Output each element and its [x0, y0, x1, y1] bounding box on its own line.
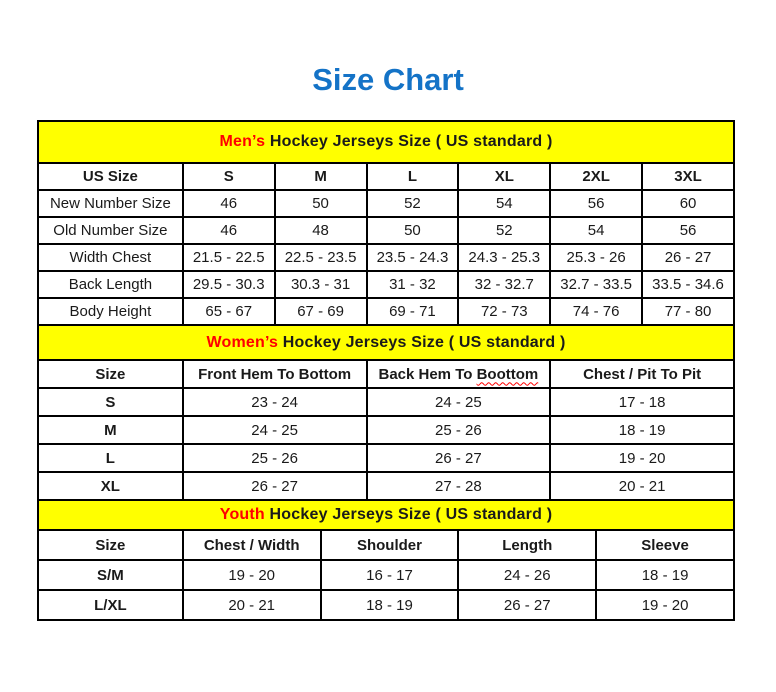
table-cell: 50: [275, 190, 367, 217]
row-label: M: [38, 416, 183, 444]
table-cell: 19 - 20: [550, 444, 734, 472]
table-cell: 18 - 19: [596, 560, 734, 590]
table-row: [38, 416, 734, 444]
table-cell: 27 - 28: [367, 472, 551, 500]
table-row: [38, 190, 734, 217]
row-label: S: [38, 388, 183, 416]
youth-title-rest: Hockey Jerseys Size ( US standard ): [264, 506, 553, 523]
row-label: S/M: [38, 560, 183, 590]
table-cell: 60: [642, 190, 734, 217]
mens-col-m: M: [275, 163, 367, 190]
table-cell: 26 - 27: [458, 590, 596, 620]
table-cell: 19 - 20: [596, 590, 734, 620]
table-cell: 30.3 - 31: [275, 271, 367, 298]
womens-col-back-hem: [367, 360, 551, 388]
mens-title-rest: Hockey Jerseys Size ( US standard ): [265, 133, 553, 150]
table-cell: 29.5 - 30.3: [183, 271, 275, 298]
page-title: Size Chart: [312, 62, 464, 97]
youth-title-accent: Youth: [219, 506, 265, 523]
table-cell: 32.7 - 33.5: [550, 271, 642, 298]
table-cell: 65 - 67: [183, 298, 275, 325]
table-cell: 18 - 19: [321, 590, 459, 620]
row-label: Width Chest: [38, 244, 183, 271]
youth-col-size: Size: [38, 530, 183, 560]
table-cell: 19 - 20: [183, 560, 321, 590]
table-cell: 25 - 26: [367, 416, 551, 444]
table-cell: 25.3 - 26: [550, 244, 642, 271]
womens-title-rest: Hockey Jerseys Size ( US standard ): [278, 333, 566, 351]
table-cell: 52: [367, 190, 459, 217]
mens-col-xl: XL: [458, 163, 550, 190]
womens-col-size: Size: [38, 360, 183, 388]
womens-col-chest: Chest / Pit To Pit: [550, 360, 734, 388]
youth-col-length: Length: [458, 530, 596, 560]
mens-header-row: [38, 163, 734, 190]
table-cell: 24 - 25: [183, 416, 367, 444]
table-row: [38, 444, 734, 472]
mens-title-accent: Men’s: [219, 133, 266, 150]
table-row: [38, 388, 734, 416]
table-cell: 32 - 32.7: [458, 271, 550, 298]
table-cell: 18 - 19: [550, 416, 734, 444]
size-tables-container: [37, 120, 735, 621]
table-cell: 26 - 27: [367, 444, 551, 472]
row-label: XL: [38, 472, 183, 500]
table-cell: 23 - 24: [183, 388, 367, 416]
mens-col-3xl: 3XL: [642, 163, 734, 190]
table-row: [38, 472, 734, 500]
table-cell: 33.5 - 34.6: [642, 271, 734, 298]
youth-col-chest-width: Chest / Width: [183, 530, 321, 560]
table-cell: 77 - 80: [642, 298, 734, 325]
back-hem-misspelled-word: Boottom: [476, 365, 539, 383]
mens-section-title: [38, 121, 734, 163]
table-cell: 54: [550, 217, 642, 244]
youth-size-table: [37, 499, 735, 621]
table-cell: 69 - 71: [367, 298, 459, 325]
table-cell: 46: [183, 190, 275, 217]
table-row: [38, 560, 734, 590]
table-cell: 56: [642, 217, 734, 244]
row-label: Old Number Size: [38, 217, 183, 244]
womens-section-band: [38, 325, 734, 360]
table-cell: 48: [275, 217, 367, 244]
mens-col-s: S: [183, 163, 275, 190]
table-cell: 54: [458, 190, 550, 217]
youth-col-shoulder: Shoulder: [321, 530, 459, 560]
mens-section-band: [38, 121, 734, 163]
table-row: [38, 217, 734, 244]
youth-section-title: [38, 500, 734, 530]
row-label: Back Length: [38, 271, 183, 298]
youth-header-row: [38, 530, 734, 560]
womens-section-title: [38, 325, 734, 360]
table-cell: 20 - 21: [550, 472, 734, 500]
table-cell: 74 - 76: [550, 298, 642, 325]
womens-header-row: [38, 360, 734, 388]
table-row: [38, 590, 734, 620]
table-cell: 25 - 26: [183, 444, 367, 472]
table-cell: 31 - 32: [367, 271, 459, 298]
table-row: [38, 298, 734, 325]
table-cell: 72 - 73: [458, 298, 550, 325]
womens-size-table: [37, 324, 735, 501]
table-cell: 26 - 27: [183, 472, 367, 500]
youth-col-sleeve: Sleeve: [596, 530, 734, 560]
youth-section-band: [38, 500, 734, 530]
row-label: L: [38, 444, 183, 472]
table-cell: 20 - 21: [183, 590, 321, 620]
table-row: [38, 244, 734, 271]
table-cell: 46: [183, 217, 275, 244]
row-label: New Number Size: [38, 190, 183, 217]
table-cell: 52: [458, 217, 550, 244]
table-cell: 24 - 26: [458, 560, 596, 590]
mens-col-us-size: US Size: [38, 163, 183, 190]
back-hem-text: Back Hem To: [378, 365, 477, 383]
mens-size-table: [37, 120, 735, 326]
womens-col-front-hem: Front Hem To Bottom: [183, 360, 367, 388]
table-cell: 56: [550, 190, 642, 217]
table-cell: 26 - 27: [642, 244, 734, 271]
row-label: L/XL: [38, 590, 183, 620]
table-cell: 23.5 - 24.3: [367, 244, 459, 271]
womens-title-accent: Women’s: [206, 333, 279, 351]
table-cell: 21.5 - 22.5: [183, 244, 275, 271]
mens-col-2xl: 2XL: [550, 163, 642, 190]
table-cell: 16 - 17: [321, 560, 459, 590]
table-cell: 24 - 25: [367, 388, 551, 416]
table-row: [38, 271, 734, 298]
table-cell: 24.3 - 25.3: [458, 244, 550, 271]
table-cell: 50: [367, 217, 459, 244]
table-cell: 22.5 - 23.5: [275, 244, 367, 271]
table-cell: 17 - 18: [550, 388, 734, 416]
mens-col-l: L: [367, 163, 459, 190]
table-cell: 67 - 69: [275, 298, 367, 325]
row-label: Body Height: [38, 298, 183, 325]
